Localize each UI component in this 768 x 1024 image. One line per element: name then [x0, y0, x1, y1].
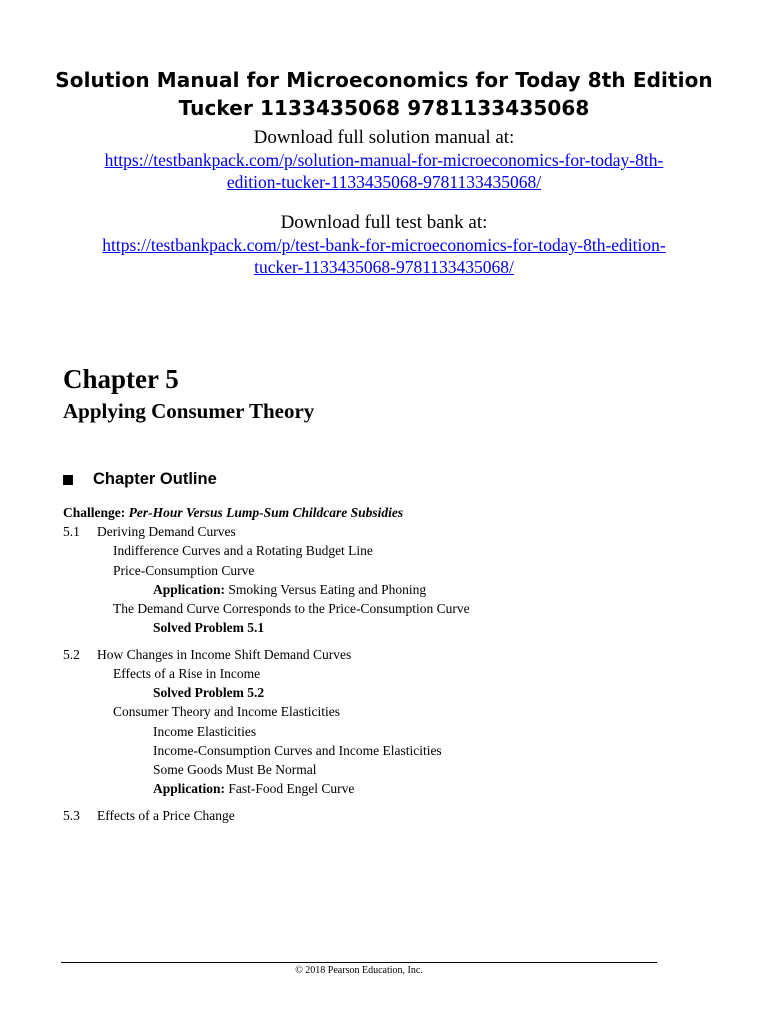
section-title: How Changes in Income Shift Demand Curves — [97, 646, 352, 662]
outline-heading-text: Chapter Outline — [93, 470, 217, 488]
outline-subitem: Some Goods Must Be Normal — [153, 761, 317, 777]
outline-application — [63, 580, 703, 599]
outline-subitem: Income-Consumption Curves and Income Elasticities — [153, 742, 442, 758]
outline-item: Effects of a Rise in Income — [113, 666, 261, 681]
application-text: Fast-Food Engel Curve — [228, 781, 355, 797]
footer-copyright: © 2018 Pearson Education, Inc. — [295, 965, 423, 976]
outline-application — [63, 779, 703, 798]
test-bank-label: Download full test bank at: — [280, 212, 488, 233]
outline-heading — [63, 470, 217, 489]
document-title: Solution Manual for Microeconomics for Today 8th Edition Tucker 1133435068 9781133435068 — [55, 68, 713, 120]
application-text: Smoking Versus Eating and Phoning — [228, 581, 427, 597]
section-number: 5.2 — [63, 646, 80, 662]
chapter-heading — [63, 362, 314, 424]
section-title: Effects of a Price Change — [97, 807, 235, 823]
solution-manual-label: Download full solution manual at: — [253, 127, 515, 148]
outline-section-5-2 — [63, 645, 703, 664]
section-number: 5.3 — [63, 807, 80, 823]
outline-item: The Demand Curve Corresponds to the Price-Consumption Curve — [113, 600, 470, 616]
outline-challenge — [63, 503, 703, 522]
challenge-title: Per-Hour Versus Lump-Sum Childcare Subsidies — [128, 505, 404, 520]
footer-divider — [61, 962, 657, 963]
chapter-title: Chapter 5 — [63, 364, 179, 394]
application-label: Application: — [153, 781, 226, 797]
outline-item: Consumer Theory and Income Elasticities — [113, 704, 340, 720]
test-bank-link-line1[interactable]: https://testbankpack.com/p/test-bank-for-microeconomics-for-today-8th-edition- — [102, 235, 666, 255]
challenge-label: Challenge: — [63, 505, 126, 520]
outline-section-5-1 — [63, 522, 703, 541]
outline-solved-problem: Solved Problem 5.2 — [153, 685, 265, 701]
solution-manual-link-line2[interactable]: edition-tucker-1133435068-9781133435068/ — [226, 172, 542, 192]
square-bullet-icon — [63, 475, 73, 485]
chapter-outline — [63, 503, 703, 825]
outline-subitem: Income Elasticities — [153, 723, 257, 739]
solution-manual-link-line1[interactable]: https://testbankpack.com/p/solution-manual-for-microeconomics-for-today-8th- — [104, 150, 664, 170]
application-label: Application: — [153, 581, 226, 597]
test-bank-link-line2[interactable]: tucker-1133435068-9781133435068/ — [254, 257, 514, 277]
outline-item: Price-Consumption Curve — [113, 562, 255, 578]
outline-section-5-3 — [63, 806, 703, 825]
outline-solved-problem: Solved Problem 5.1 — [153, 620, 265, 636]
section-number: 5.1 — [63, 524, 80, 540]
document-header — [40, 66, 728, 278]
outline-item: Indifference Curves and a Rotating Budget Line — [113, 543, 373, 559]
chapter-subtitle: Applying Consumer Theory — [63, 399, 315, 423]
section-title: Deriving Demand Curves — [97, 524, 236, 540]
